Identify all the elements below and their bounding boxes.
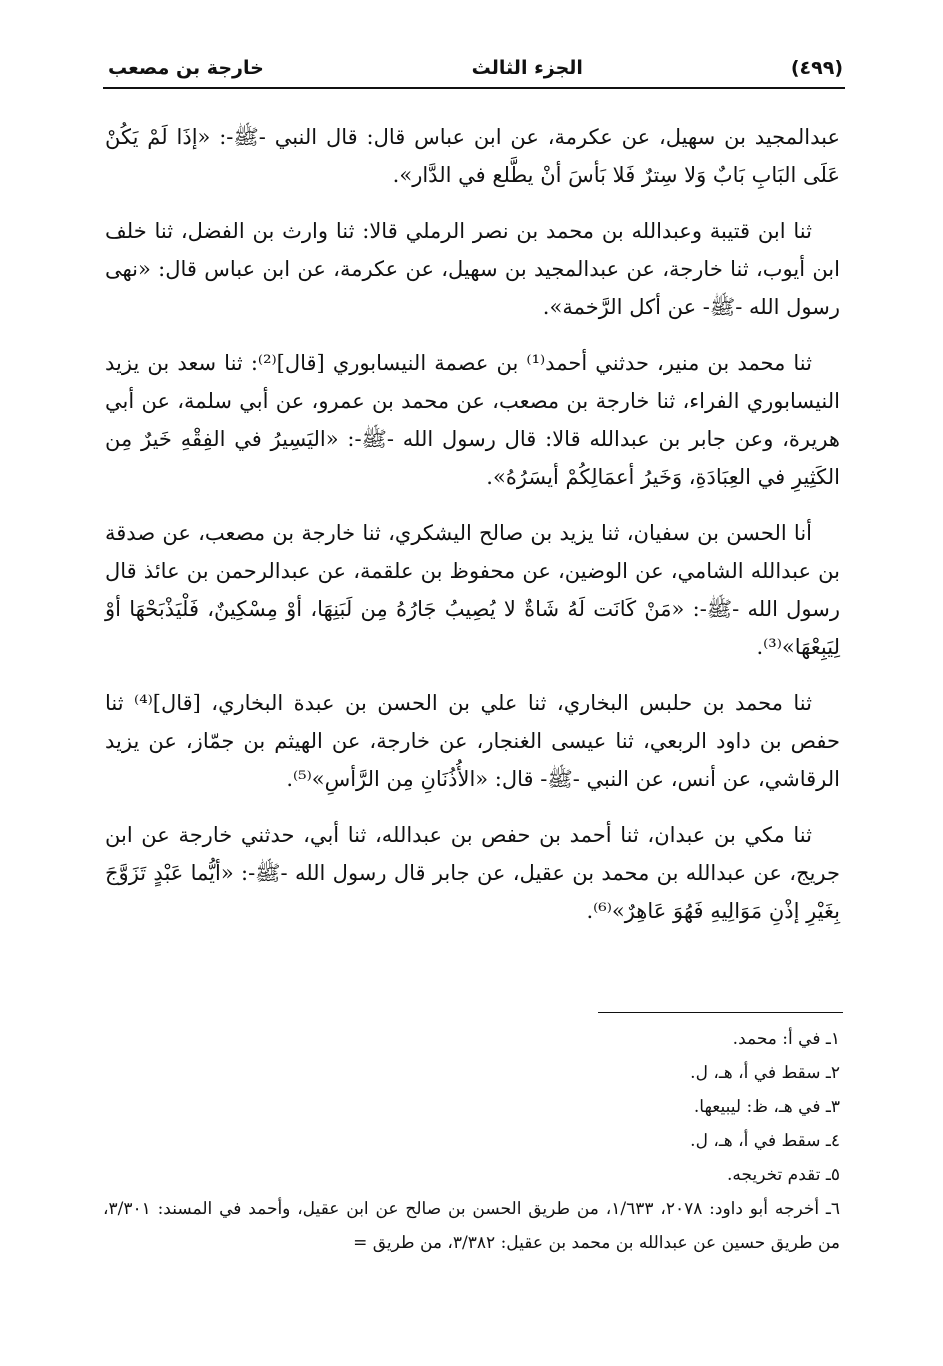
footnote-1: ١ـ في أ: محمد.	[732, 1029, 840, 1049]
footnote-rule	[598, 1012, 843, 1013]
paragraph-6: ثنا مكي بن عبدان، ثنا أحمد بن حفص بن عبدالله، ثنا أبي، حدثني خارجة عن ابن جريج، عن عبدالله بن محمد بن عقيل، عن جابر قال رسول الله -ﷺ-: «أيُّما عَبْدٍ تَزَوَّجَ بِغَيْرِ إذْنِ مَوَالِيهِ فَهُوَ عَاهِرٌ»⁽⁶⁾.	[105, 823, 840, 923]
part-title: الجزء الثالث	[471, 57, 583, 79]
main-text	[105, 118, 840, 948]
paragraph-1: عبدالمجيد بن سهيل، عن عكرمة، عن ابن عباس قال: قال النبي -ﷺ-: «إذَا لَمْ يَكُنْ عَلَى البَابِ بَابٌ وَلا سِترٌ فَلا بَأسَ أنْ يطَّلع في الدَّار».	[105, 125, 840, 187]
paragraph-5: ثنا محمد بن حلبس البخاري، ثنا علي بن الحسن بن عبدة البخاري، [قال]⁽⁴⁾ ثنا حفص بن داود الربعي، ثنا عيسى الغنجار، عن خارجة، عن الهيثم بن جمّاز، عن يزيد الرقاشي، عن أنس، عن النبي -ﷺ- قال: «الأُذُنَانِ مِن الرَّأسِ»⁽⁵⁾.	[105, 691, 840, 791]
footnote-2: ٢ـ سقط في أ، هـ، ل.	[690, 1063, 840, 1083]
header-rule	[103, 87, 845, 89]
page-header	[108, 52, 843, 84]
footnote-3: ٣ـ في هـ، ظ: ليبيعها.	[693, 1097, 840, 1117]
footnotes	[103, 1022, 840, 1260]
paragraph-4: أنا الحسن بن سفيان، ثنا يزيد بن صالح اليشكري، ثنا خارجة بن مصعب، عن صدقة بن عبدالله الشامي، عن الوضين، عن محفوظ بن علقمة، عن عبدالرحمن بن عائذ قال رسول الله -ﷺ-: «مَنْ كَانَت لَهُ شَاةٌ لا يُصِيبُ جَارُهُ مِن لَبَنِهَا، أوْ مِسْكِينٌ، فَلْيَذْبَحْهَا أوْ لِيَبِعْهَا»⁽³⁾.	[105, 521, 840, 659]
footnote-5: ٥ـ تقدم تخريجه.	[726, 1165, 840, 1185]
paragraph-2: ثنا ابن قتيبة وعبدالله بن محمد بن نصر الرملي قالا: ثنا وارث بن الفضل، ثنا خلف ابن أيوب، ثنا خارجة، عن عبدالمجيد بن سهيل، عن عكرمة، عن ابن عباس قال: «نهى رسول الله -ﷺ- عن أكل الرَّخمة».	[105, 219, 840, 319]
paragraph-3: ثنا محمد بن منير، حدثني أحمد⁽¹⁾ بن عصمة النيسابوري [قال]⁽²⁾: ثنا سعد بن يزيد النيسابوري الفراء، ثنا خارجة بن مصعب، عن محمد بن عمرو، عن أبي سلمة، عن أبي هريرة، وعن جابر بن عبدالله قالا: قال رسول الله -ﷺ-: «اليَسِيرُ في الفِقْهِ خَيرٌ مِن الكَثِيرِ في العِبَادَةِ، وَخَيرُ أعمَالِكُمْ أيسَرُهُ».	[105, 351, 840, 489]
running-title: خارجة بن مصعب	[108, 57, 264, 79]
page-number: (٤٩٩)	[790, 57, 843, 79]
footnote-6: ٦ـ أخرجه أبو داود: ٢٠٧٨، ١/٦٣٣، من طريق الحسن بن صالح عن ابن عقيل، وأحمد في المسند: ٣/٣٠١، من طريق حسين عن عبدالله بن محمد بن عقيل: ٣/٣٨٢، من طريق =	[103, 1199, 841, 1253]
footnote-4: ٤ـ سقط في أ، هـ، ل.	[690, 1131, 840, 1151]
